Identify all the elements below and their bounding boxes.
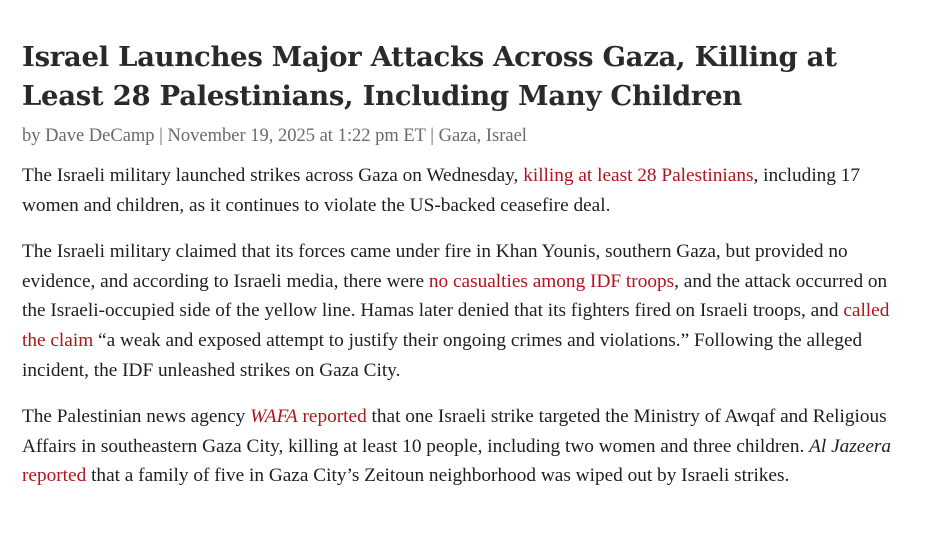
article-title: Israel Launches Major Attacks Across Gaza, Killing at Least 28 Palestinians, Including Many Children bbox=[22, 41, 837, 112]
paragraph-3 bbox=[22, 402, 902, 491]
link-killing-at-least-28[interactable]: killing at least 28 Palestinians bbox=[523, 165, 754, 186]
article bbox=[22, 38, 902, 508]
tag-link-gaza[interactable]: Gaza bbox=[438, 126, 477, 146]
byline-prefix: by bbox=[22, 126, 46, 146]
paragraph-text: , including 17 women and children, as it continues to violate the US-backed ceasefire deal. bbox=[22, 165, 861, 216]
al-jazeera-name: Al Jazeera bbox=[809, 435, 892, 457]
wafa-name: WAFA bbox=[250, 406, 298, 428]
wafa-reported-text: reported bbox=[297, 406, 367, 428]
paragraph-text: that one Israeli strike targeted the Ministry of Awqaf and Religious Affairs in southeastern Gaza City, killing at least 10 people, including two women and three children. bbox=[22, 406, 887, 457]
tag-separator: , bbox=[476, 126, 486, 146]
link-called-the-claim[interactable]: called the claim bbox=[22, 300, 890, 351]
paragraph-text: The Israeli military launched strikes across Gaza on Wednesday, bbox=[22, 165, 524, 186]
paragraph-text: The Israeli military claimed that its forces came under fire in Khan Younis, southern Gaza, but provided no evidence, and according to Israeli media, there were bbox=[22, 241, 848, 292]
author-link[interactable]: Dave DeCamp bbox=[45, 126, 155, 146]
link-wafa-reported[interactable] bbox=[250, 406, 367, 427]
tag-link-israel[interactable]: Israel bbox=[485, 126, 527, 146]
link-al-jazeera-reported[interactable]: reported bbox=[22, 465, 87, 487]
paragraph-1 bbox=[22, 161, 902, 220]
paragraph-text: The Palestinian news agency bbox=[22, 406, 251, 428]
paragraph-text: , and the attack occurred on the Israeli-occupied side of the yellow line. Hamas later denied that its fighters fired on Israeli troops, and bbox=[22, 270, 888, 322]
paragraph-text: “a weak and exposed attempt to justify their ongoing crimes and violations.” Following the alleged incident, the IDF unleashed strikes on Gaza City. bbox=[22, 329, 863, 381]
paragraph-text: that a family of five in Gaza City’s Zeitoun neighborhood was wiped out by Israeli strikes. bbox=[86, 465, 790, 487]
publish-date: November 19, 2025 at 1:22 pm ET bbox=[167, 126, 426, 146]
paragraph-2 bbox=[22, 237, 902, 385]
link-no-casualties[interactable]: no casualties among IDF troops bbox=[428, 270, 675, 292]
byline bbox=[22, 121, 902, 151]
byline-separator: | bbox=[154, 126, 168, 146]
byline-separator: | bbox=[425, 126, 439, 146]
